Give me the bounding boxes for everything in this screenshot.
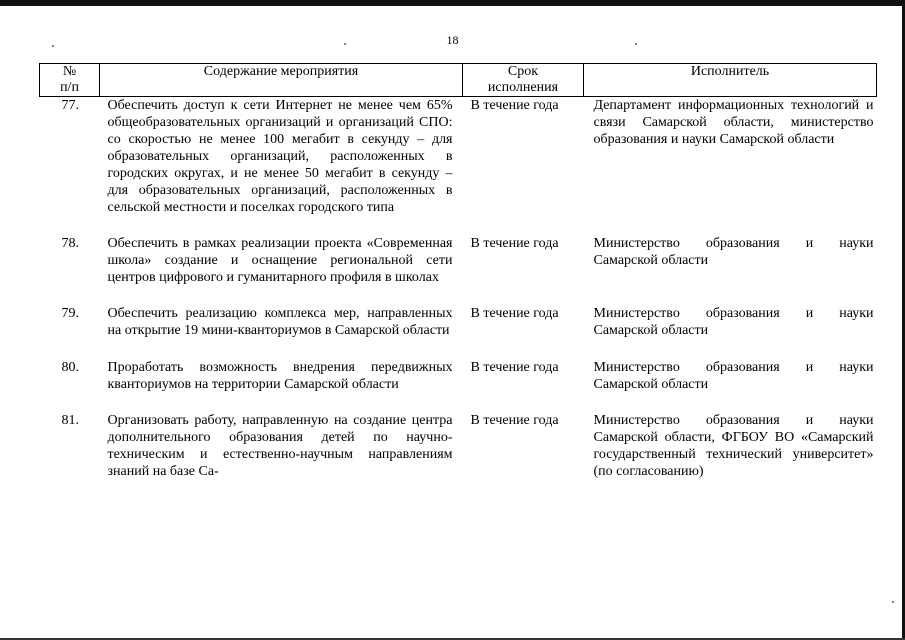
row-number: 80. [61, 360, 79, 375]
row-number: 78. [61, 236, 79, 251]
table-row [40, 359, 877, 412]
row-executor: Министерство образования и науки Самарской области [593, 360, 874, 392]
action-plan-table [39, 63, 877, 480]
header-term [463, 64, 584, 97]
row-number: 81. [61, 413, 79, 428]
row-executor: Министерство образования и науки Самарской области [593, 306, 874, 338]
row-term: В течение года [470, 306, 559, 321]
row-content: Проработать возможность внедрения передвижных кванториумов на территории Самарской области [107, 360, 453, 392]
header-term-line2: исполнения [487, 80, 559, 95]
row-number: 79. [61, 306, 79, 321]
table-header [40, 64, 877, 97]
row-content: Обеспечить доступ к сети Интернет не менее чем 65% общеобразовательных организаций и организаций СПО: со скоростью не менее 100 мегабит в секунду – для образовательных организаций, расположенных в городских округах, и не менее 50 мегабит в секунду – для образовательных организаций, расположенных в сельской местности и поселках городского типа [100, 97, 463, 236]
row-content: Обеспечить в рамках реализации проекта «Современная школа» создание и оснащение региональной сети центров цифрового и гуманитарного профиля в школах [107, 236, 453, 285]
row-executor: Министерство образования и науки Самарской области [593, 236, 874, 268]
header-content: Содержание мероприятия [100, 64, 463, 97]
header-number-line2: п/п [60, 80, 79, 95]
row-content: Обеспечить реализацию комплекса мер, направленных на открытие 19 мини-кванториумов в Самарской области [107, 306, 453, 338]
row-executor: Департамент информационных технологий и связи Самарской области, министерство образования и науки Самарской области [584, 97, 877, 236]
table-row [40, 235, 877, 305]
row-term: В течение года [470, 360, 559, 375]
row-term: В течение года [470, 236, 559, 251]
scan-top-border [0, 0, 905, 6]
row-number: 77. [40, 97, 100, 236]
header-number-line1: № [62, 64, 77, 79]
table-row [40, 305, 877, 359]
row-term: В течение года [463, 97, 584, 236]
row-content: Организовать работу, направленную на создание центра дополнительного образования детей по научно-техническим и естественно-научным направлениям знаний на базе Са- [107, 413, 453, 479]
page-number: 18 [446, 33, 459, 47]
scan-speck [892, 601, 894, 603]
header-number [40, 64, 100, 97]
table-row [40, 97, 877, 236]
table-row [40, 412, 877, 480]
row-term: В течение года [470, 413, 559, 428]
row-executor: Министерство образования и науки Самарской области, ФГБОУ ВО «Самарский государственный технический университет» (по согласованию) [593, 413, 874, 479]
header-executor: Исполнитель [584, 64, 877, 97]
header-term-line1: Срок [507, 64, 539, 79]
